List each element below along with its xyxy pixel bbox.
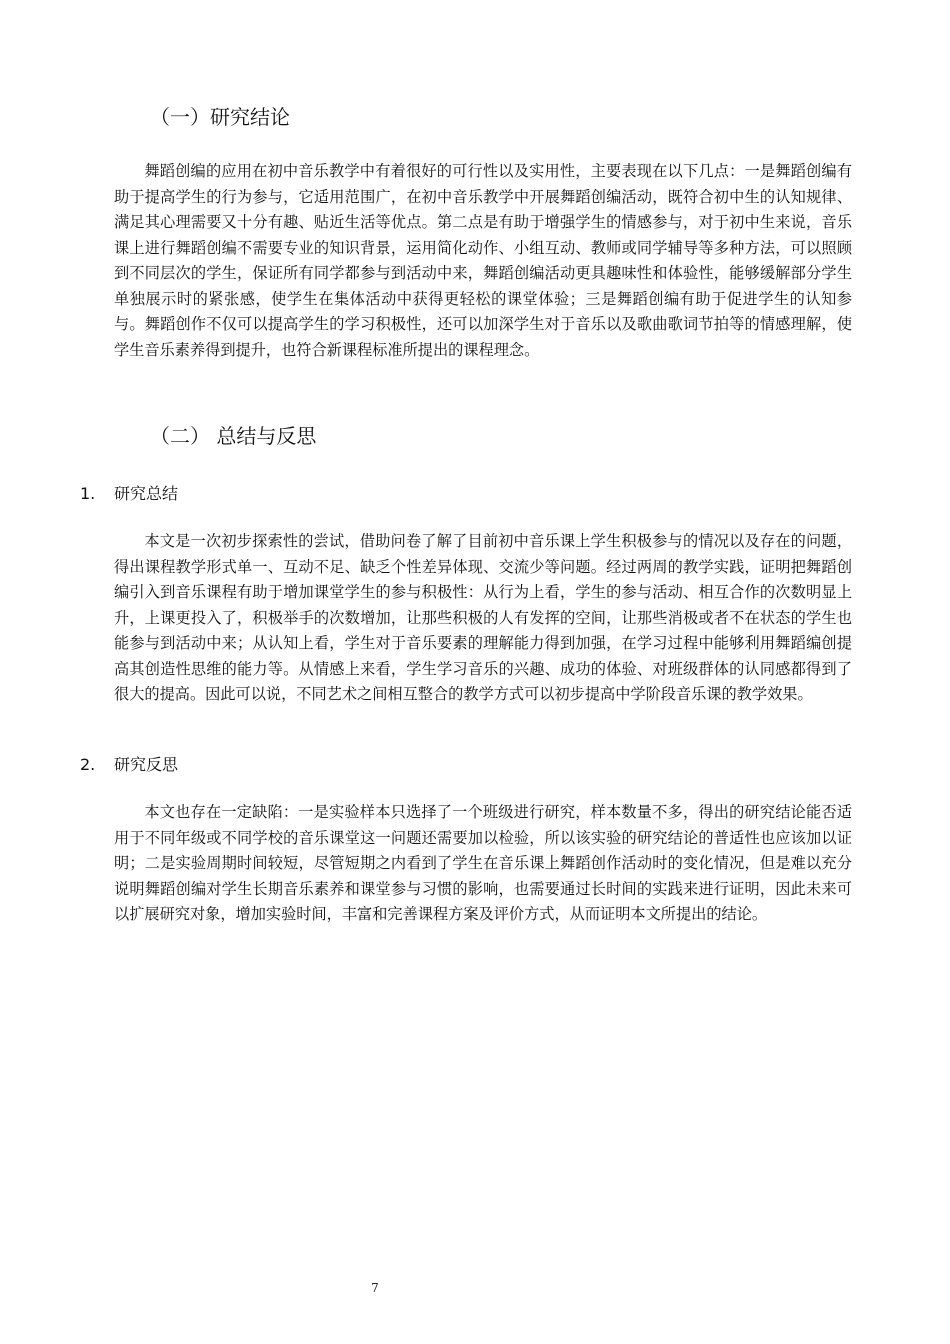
conclusion-paragraph: 舞蹈创编的应用在初中音乐教学中有着很好的可行性以及实用性，主要表现在以下几点：一是舞蹈创编有助于提高学生的行为参与，它适用范围广，在初中音乐教学中开展舞蹈创编活动，既符合初中生的认知规律、满足其心理需要又十分有趣、贴近生活等优点。第二点是有助于增强学生的情感参与，对于初中生来说，音乐课上进行舞蹈创编不需要专业的知识背景，运用简化动作、小组互动、教师或同学辅导等多种方法，可以照顾到不同层次的学生，保证所有同学都参与到活动中来，舞蹈创编活动更具趣味性和体验性，能够缓解部分学生单独展示时的紧张感，使学生在集体活动中获得更轻松的课堂体验；三是舞蹈创编有助于促进学生的认知参与。舞蹈创作不仅可以提高学生的学习积极性，还可以加深学生对于音乐以及歌曲歌词节拍等的情感理解，使学生音乐素养得到提升，也符合新课程标准所提出的课程理念。: [114, 162, 852, 359]
section-heading-summary-reflection: （二） 总结与反思: [150, 424, 317, 448]
section-heading-conclusion: （一）研究结论: [150, 105, 290, 129]
subsection-number: 1.: [80, 484, 96, 503]
subsection-title: 研究反思: [114, 755, 179, 774]
subsection-number: 2.: [80, 755, 96, 774]
summary-paragraph: 本文是一次初步探索性的尝试，借助问卷了解了目前初中音乐课上学生积极参与的情况以及存在的问题，得出课程教学形式单一、互动不足、缺乏个性差异体现、交流少等问题。经过两周的教学实践，证明把舞蹈创编引入到音乐课程有助于增加课堂学生的参与积极性：从行为上看，学生的参与活动、相互合作的次数明显上升，上课更投入了，积极举手的次数增加，让那些积极的人有发挥的空间，让那些消极或者不在状态的学生也能参与到活动中来；从认知上看，学生对于音乐要素的理解能力得到加强，在学习过程中能够利用舞蹈编创提高其创造性思维的能力等。从情感上来看，学生学习音乐的兴趣、成功的体验、对班级群体的认同感都得到了很大的提高。因此可以说，不同艺术之间相互整合的教学方式可以初步提高中学阶段音乐课的教学效果。: [114, 532, 852, 703]
subsection-heading-summary: [80, 482, 178, 506]
page-number: 7: [371, 1281, 379, 1295]
subsection-heading-reflection: [80, 753, 178, 777]
reflection-paragraph: 本文也存在一定缺陷：一是实验样本只选择了一个班级进行研究，样本数量不多，得出的研究结论能否适用于不同年级或不同学校的音乐课堂这一问题还需要加以检验，所以该实验的研究结论的普适性也应该加以证明；二是实验周期时间较短，尽管短期之内看到了学生在音乐课上舞蹈创作活动时的变化情况，但是难以充分说明舞蹈创编对学生长期音乐素养和课堂参与习惯的影响，也需要通过长时间的实践来进行证明，因此未来可以扩展研究对象，增加实验时间，丰富和完善课程方案及评价方式，从而证明本文所提出的结论。: [114, 803, 852, 923]
subsection-title: 研究总结: [114, 484, 179, 503]
